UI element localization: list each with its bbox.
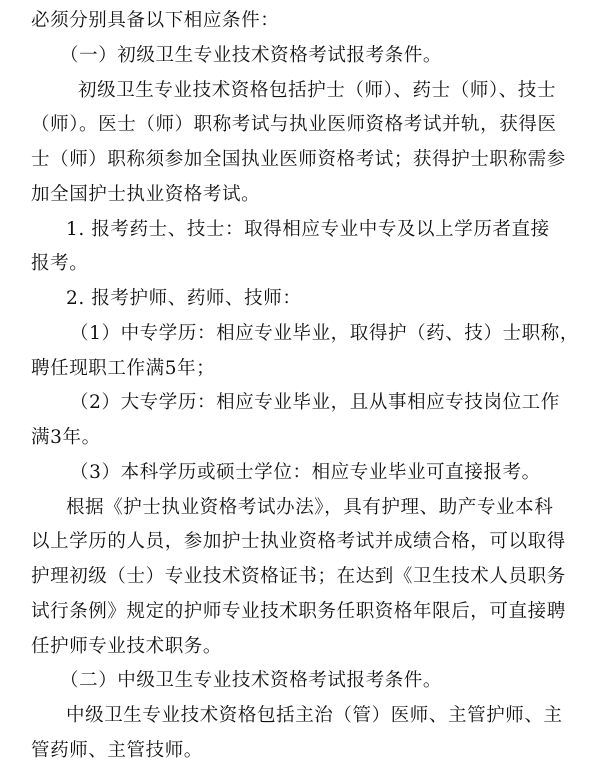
list-item-1-cont: 报考。 [31,253,89,274]
section-heading-primary: （一）初级卫生专业技术资格考试报考条件。 [60,45,443,66]
paragraph-line: 加全国护士执业资格考试。 [31,184,261,205]
section-heading-intermediate: （二）中级卫生专业技术资格考试报考条件。 [60,670,443,691]
paragraph-line: 试行条例》规定的护师专业技术职务任职资格年限后，可直接聘 [31,601,566,622]
sub-item-3: （3）本科学历或硕士学位：相应专业毕业可直接报考。 [70,462,541,483]
sub-item-1: （1）中专学历：相应专业毕业，取得护（药、技）士职称， [70,323,579,344]
paragraph-line: 护理初级（士）专业技术资格证书；在达到《卫生技术人员职务 [31,566,566,587]
sub-item-2: （2）大专学历：相应专业毕业，且从事相应专技岗位工作 [70,392,560,413]
paragraph-line: 根据《护士执业资格考试办法》，具有护理、助产专业本科 [66,497,554,518]
intro-line: 必须分别具备以下相应条件： [31,10,280,31]
paragraph-line: 士（师）职称须参加全国执业医师资格考试；获得护士职称需参 [31,149,566,170]
list-item-1: 1. 报考药士、技士：取得相应专业中专及以上学历者直接 [66,219,550,240]
paragraph-line: 初级卫生专业技术资格包括护士（师）、药士（师）、技士 [78,80,557,101]
sub-item-2-cont: 满3年。 [31,427,101,448]
paragraph-line: 中级卫生专业技术资格包括主治（管）医师、主管护师、主 [66,705,563,726]
paragraph-line: 管药师、主管技师。 [31,740,203,761]
paragraph-line: 以上学历的人员，参加护士执业资格考试并成绩合格，可以取得 [31,531,566,552]
paragraph-line: （师）。医士（师）职称考试与执业医师资格考试并轨，获得医 [31,114,557,135]
sub-item-1-cont: 聘任现职工作满5年； [31,358,216,379]
paragraph-line: 任护师专业技术职务。 [31,636,223,657]
list-item-2: 2. 报考护师、药师、技师： [66,288,302,309]
